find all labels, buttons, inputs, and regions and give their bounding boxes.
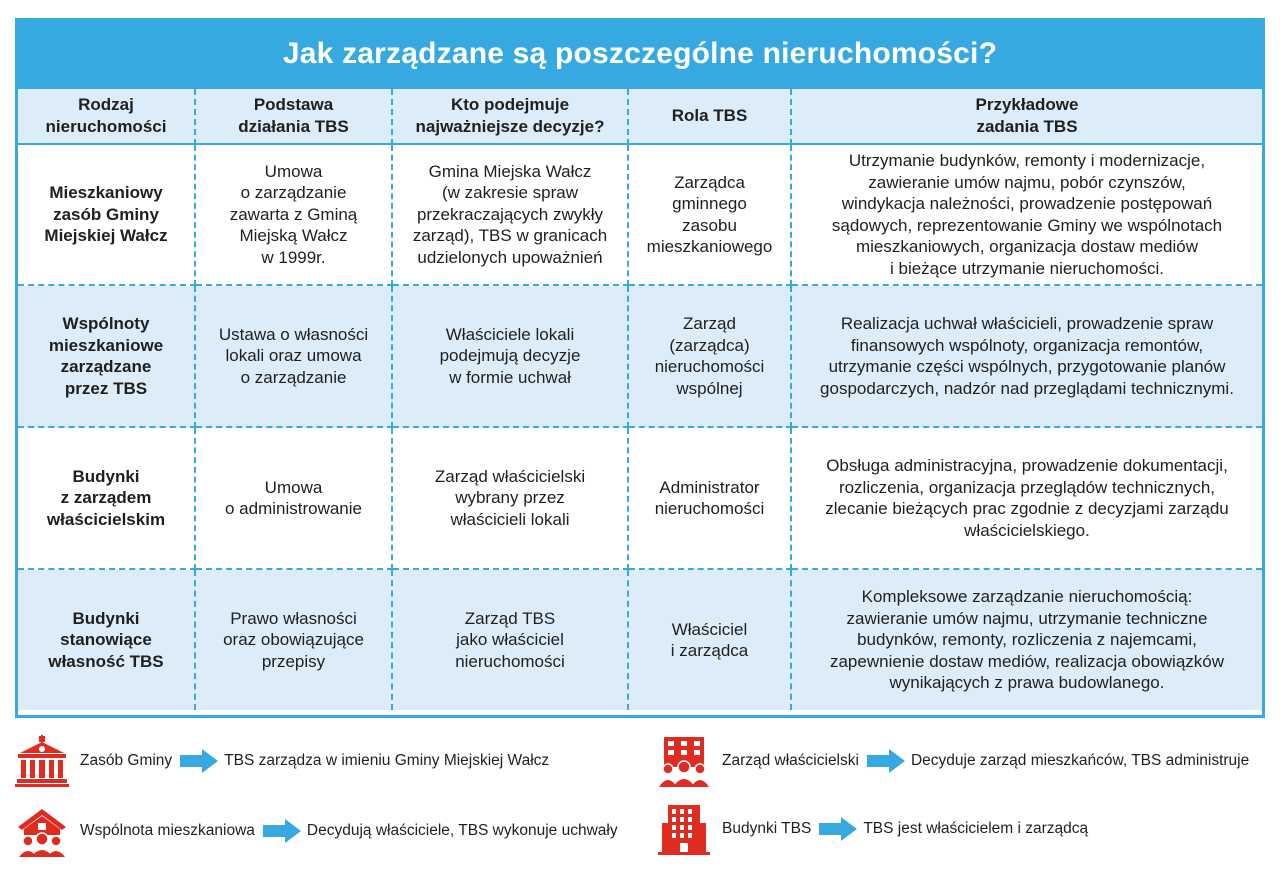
cell-text: Wspólnoty mieszkaniowe zarządzane przez TBS <box>48 314 164 398</box>
row-3-basis <box>196 428 393 570</box>
row-4-role <box>629 570 792 710</box>
row-2-type <box>18 286 196 428</box>
row-1-tasks <box>792 145 1262 286</box>
row-4-type <box>18 570 196 710</box>
arrow-right-icon <box>263 819 301 843</box>
cell-text: Budynki z zarządem właścicielskim <box>46 466 166 529</box>
legend-label: Wspólnota mieszkaniowa <box>80 822 255 839</box>
cell-text: Budynki stanowiące własność TBS <box>48 608 164 671</box>
legend-description: TBS jest właścicielem i zarządcą <box>863 820 1089 837</box>
cell-text: Administrator nieruchomości <box>654 477 765 518</box>
row-2-role <box>629 286 792 428</box>
legend-description: Decydują właściciele, TBS wykonuje uchwały <box>306 822 618 839</box>
header-tasks <box>792 89 1262 145</box>
row-3-role <box>629 428 792 570</box>
cell-text: Zarząd (zarządca) nieruchomości wspólnej <box>654 314 765 398</box>
row-1-decider <box>393 145 629 286</box>
office-building-icon <box>656 804 712 854</box>
row-1-type <box>18 145 196 286</box>
cell-text: Umowa o zarządzanie zawarta z Gminą Miejską Wałcz w 1999r. <box>229 161 358 267</box>
row-2-decider <box>393 286 629 428</box>
header-label: Rola TBS <box>671 106 748 125</box>
header-label: Podstawa działania TBS <box>238 95 349 136</box>
arrow-right-icon <box>180 749 218 773</box>
cell-text: Umowa o administrowanie <box>224 477 362 518</box>
cell-text: Kompleksowe zarządzanie nieruchomością: zawieranie umów najmu, utrzymanie techniczne budynków, remonty, rozliczenia z najemcami, zapewnienie dostaw mediów, realizacja obowiązków wynikających z prawa budowlanego. <box>829 587 1225 693</box>
management-table <box>15 18 1265 718</box>
legend-item-zarzad <box>656 736 1249 786</box>
row-3-decider <box>393 428 629 570</box>
header-property-type <box>18 89 196 145</box>
row-4-decider <box>393 570 629 710</box>
residents-building-icon <box>656 736 712 786</box>
cell-text: Zarząd właścicielski wybrany przez właścicieli lokali <box>434 466 586 529</box>
cell-text: Prawo własności oraz obowiązujące przepisy <box>223 608 364 671</box>
community-house-icon <box>14 806 70 856</box>
cell-text: Zarządca gminnego zasobu mieszkaniowego <box>646 172 773 256</box>
cell-text: Mieszkaniowy zasób Gminy Miejskiej Wałcz <box>44 183 168 246</box>
legend-item-gmina <box>14 736 549 786</box>
legend <box>0 730 1280 890</box>
cell-text: Obsługa administracyjna, prowadzenie dokumentacji, rozliczenia, organizacja przeglądów technicznych, zlecanie bieżących prac zgodnie z decyzjami zarządu właścicielskiego. <box>825 456 1229 540</box>
legend-label: Budynki TBS <box>722 820 812 837</box>
row-1-basis <box>196 145 393 286</box>
header-label: Kto podejmuje najważniejsze decyzje? <box>415 95 605 136</box>
table-grid <box>18 89 1262 710</box>
cell-text: Zarząd TBS jako właściciel nieruchomości <box>455 608 565 671</box>
header-label: Przykładowe zadania TBS <box>975 95 1079 136</box>
header-basis <box>196 89 393 145</box>
row-4-basis <box>196 570 393 710</box>
arrow-right-icon <box>867 749 905 773</box>
row-3-type <box>18 428 196 570</box>
row-4-tasks <box>792 570 1262 710</box>
row-2-tasks <box>792 286 1262 428</box>
cell-text: Właściciele lokali podejmują decyzje w formie uchwał <box>439 324 581 387</box>
header-decider <box>393 89 629 145</box>
town-hall-icon <box>14 736 70 786</box>
legend-description: TBS zarządza w imieniu Gminy Miejskiej Wałcz <box>224 752 550 769</box>
row-2-basis <box>196 286 393 428</box>
cell-text: Utrzymanie budynków, remonty i modernizacje, zawieranie umów najmu, pobór czynszów, windykacja należności, prowadzenie postępowań sądowych, reprezentowanie Gminy we wspólnotach mieszkaniowych, organizacja dostaw mediów i bieżące utrzymanie nieruchomości. <box>831 151 1223 278</box>
cell-text: Gmina Miejska Wałcz (w zakresie spraw przekraczających zwykły zarząd), TBS w granicach udzielonych upoważnień <box>412 161 608 267</box>
header-label: Rodzaj nieruchomości <box>45 95 167 136</box>
row-1-role <box>629 145 792 286</box>
header-role <box>629 89 792 145</box>
arrow-right-icon <box>819 817 857 841</box>
legend-description: Decyduje zarząd mieszkańców, TBS administruje <box>910 752 1250 769</box>
cell-text: Właściciel i zarządca <box>670 619 749 660</box>
legend-item-wspolnota <box>14 806 618 856</box>
row-3-tasks <box>792 428 1262 570</box>
table-title: Jak zarządzane są poszczególne nieruchomości? <box>18 21 1262 89</box>
cell-text: Realizacja uchwał właścicieli, prowadzenie spraw finansowych wspólnoty, organizacja remontów, utrzymanie części wspólnych, przygotowanie planów gospodarczych, nadzór nad przeglądami technicznymi. <box>820 314 1234 398</box>
legend-label: Zasób Gminy <box>80 752 173 769</box>
legend-item-budynki-tbs <box>656 804 1088 854</box>
cell-text: Ustawa o własności lokali oraz umowa o zarządzanie <box>218 324 369 387</box>
legend-label: Zarząd właścicielski <box>722 752 859 769</box>
